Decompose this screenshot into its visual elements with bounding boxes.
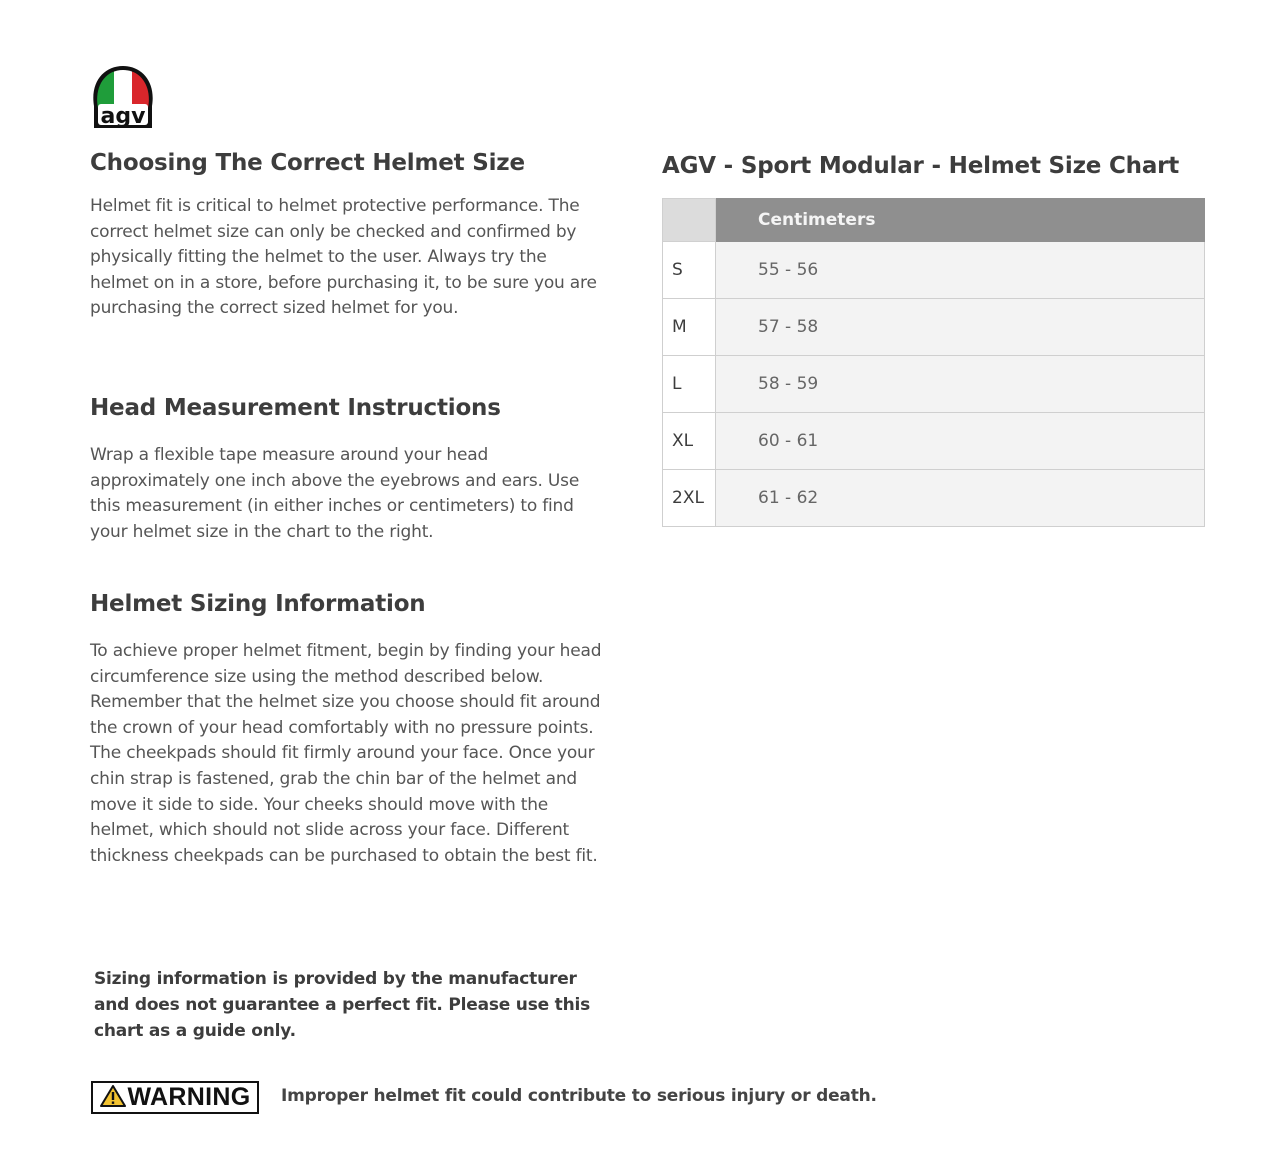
size-chart-header-row bbox=[663, 199, 1205, 242]
section-body-head-measurement: Wrap a flexible tape measure around your head approximately one inch above the eyebrows and ears. Use this measurement (in either inches or centimeters) to find your helmet size in the chart to the right. bbox=[90, 445, 580, 542]
size-cm-range: 58 - 59 bbox=[716, 356, 1205, 413]
table-row bbox=[663, 470, 1205, 527]
size-cm-range: 55 - 56 bbox=[716, 242, 1205, 299]
size-cm-range: 60 - 61 bbox=[716, 413, 1205, 470]
warning-triangle-icon bbox=[100, 1084, 126, 1112]
warning-badge-label: WARNING bbox=[127, 1083, 251, 1111]
size-chart-column-header: Centimeters bbox=[716, 199, 1205, 242]
section-heading-choosing-size: Choosing The Correct Helmet Size bbox=[90, 150, 525, 176]
sizing-disclaimer: Sizing information is provided by the manufacturer and does not guarantee a perfect fit. Please use this chart as a guide only. bbox=[94, 969, 591, 1041]
warning-badge bbox=[91, 1081, 259, 1114]
size-cm-range: 61 - 62 bbox=[716, 470, 1205, 527]
agv-logo-text: agv bbox=[100, 104, 146, 129]
section-body-choosing-size: Helmet fit is critical to helmet protective performance. The correct helmet size can only be checked and confirmed by physically fitting the helmet to the user. Always try the helmet on in a store, before purchasing it, to be sure you are purchasing the correct sized helmet for you. bbox=[90, 196, 597, 319]
size-label: S bbox=[663, 242, 716, 299]
size-label: 2XL bbox=[663, 470, 716, 527]
size-chart-corner-cell bbox=[663, 199, 716, 242]
section-heading-head-measurement: Head Measurement Instructions bbox=[90, 395, 501, 421]
warning-text: Improper helmet fit could contribute to serious injury or death. bbox=[281, 1086, 877, 1106]
size-label: XL bbox=[663, 413, 716, 470]
table-row bbox=[663, 356, 1205, 413]
section-body-sizing-information: To achieve proper helmet fitment, begin by finding your head circumference size using the method described below. Remember that the helmet size you choose should fit around the crown of your head comfortably with no pressure points. The cheekpads should fit firmly around your face. Once your chin strap is fastened, grab the chin bar of the helmet and move it side to side. Your cheeks should move with the helmet, which should not slide across your face. Different thickness cheekpads can be purchased to obtain the best fit. bbox=[90, 641, 602, 866]
table-row bbox=[663, 299, 1205, 356]
size-cm-range: 57 - 58 bbox=[716, 299, 1205, 356]
size-chart-title: AGV - Sport Modular - Helmet Size Chart bbox=[662, 153, 1180, 179]
size-chart-table bbox=[662, 198, 1205, 527]
table-row bbox=[663, 413, 1205, 470]
section-heading-sizing-information: Helmet Sizing Information bbox=[90, 591, 426, 617]
table-row bbox=[663, 242, 1205, 299]
size-label: M bbox=[663, 299, 716, 356]
agv-logo bbox=[90, 64, 158, 134]
size-label: L bbox=[663, 356, 716, 413]
